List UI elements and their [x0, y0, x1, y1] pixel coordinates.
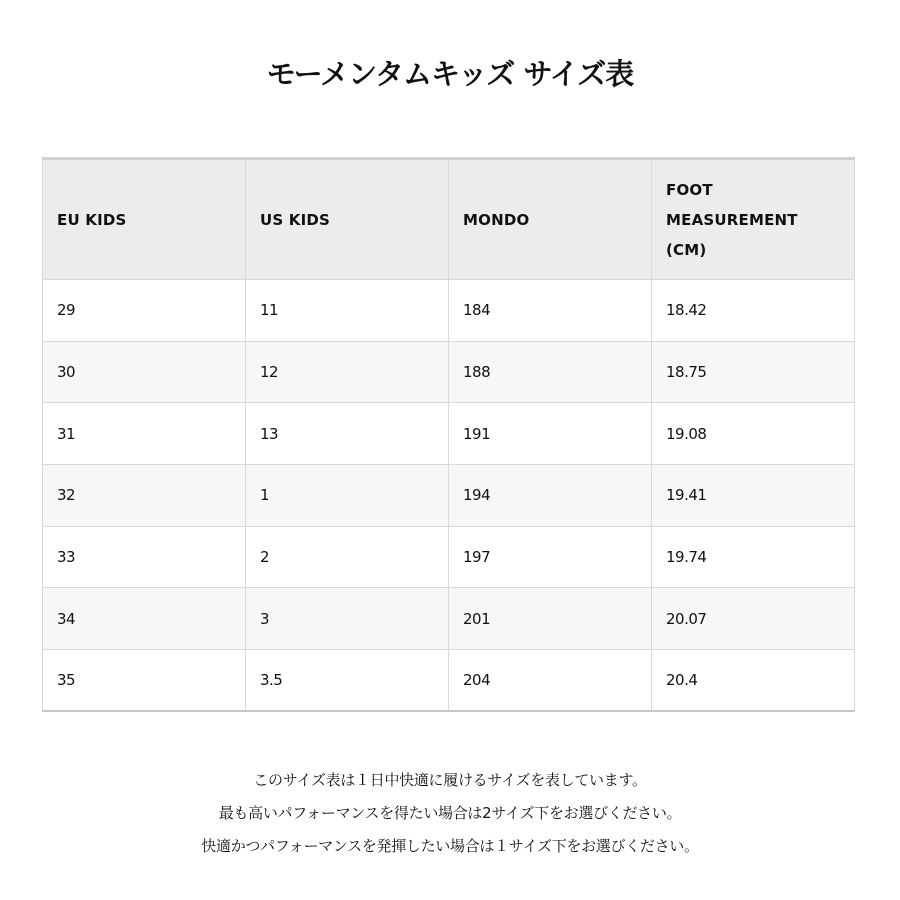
cell-foot-measurement: 18.75: [652, 341, 855, 403]
note-line-all-day-comfort: このサイズ表は１日中快適に履けるサイズを表しています。: [253, 771, 647, 789]
cell-eu-kids: 32: [43, 465, 246, 527]
cell-us-kids: 11: [246, 280, 449, 342]
cell-eu-kids: 33: [43, 526, 246, 588]
cell-mondo: 184: [449, 280, 652, 342]
cell-us-kids: 13: [246, 403, 449, 465]
column-header-mondo: MONDO: [449, 159, 652, 280]
cell-us-kids: 1: [246, 465, 449, 527]
page-title: モーメンタムキッズ サイズ表: [266, 57, 634, 91]
note-line-comfort-performance: 快適かつパフォーマンスを発揮したい場合は１サイズ下をお選びください。: [201, 837, 699, 855]
column-header-us-kids: US KIDS: [246, 159, 449, 280]
cell-foot-measurement: 19.74: [652, 526, 855, 588]
cell-us-kids: 3: [246, 588, 449, 650]
cell-foot-measurement: 20.07: [652, 588, 855, 650]
cell-mondo: 194: [449, 465, 652, 527]
cell-mondo: 197: [449, 526, 652, 588]
column-header-foot-measurement: FOOT MEASUREMENT (CM): [652, 159, 855, 280]
cell-eu-kids: 30: [43, 341, 246, 403]
cell-foot-measurement: 20.4: [652, 650, 855, 712]
cell-eu-kids: 29: [43, 280, 246, 342]
cell-mondo: 191: [449, 403, 652, 465]
cell-mondo: 188: [449, 341, 652, 403]
table-row: [43, 650, 855, 712]
cell-foot-measurement: 19.41: [652, 465, 855, 527]
cell-mondo: 201: [449, 588, 652, 650]
cell-foot-measurement: 19.08: [652, 403, 855, 465]
table-row: [43, 280, 855, 342]
table-row: [43, 403, 855, 465]
table-row: [43, 465, 855, 527]
table-header-row: [43, 159, 855, 280]
cell-eu-kids: 35: [43, 650, 246, 712]
column-header-eu-kids: EU KIDS: [43, 159, 246, 280]
cell-us-kids: 12: [246, 341, 449, 403]
cell-us-kids: 2: [246, 526, 449, 588]
cell-eu-kids: 31: [43, 403, 246, 465]
size-notes: [0, 764, 900, 863]
table-row: [43, 341, 855, 403]
cell-foot-measurement: 18.42: [652, 280, 855, 342]
table-row: [43, 526, 855, 588]
table-row: [43, 588, 855, 650]
cell-mondo: 204: [449, 650, 652, 712]
cell-us-kids: 3.5: [246, 650, 449, 712]
note-line-max-performance: 最も高いパフォーマンスを得たい場合は2サイズ下をお選びください。: [218, 804, 682, 822]
size-chart-table: [42, 157, 855, 712]
cell-eu-kids: 34: [43, 588, 246, 650]
